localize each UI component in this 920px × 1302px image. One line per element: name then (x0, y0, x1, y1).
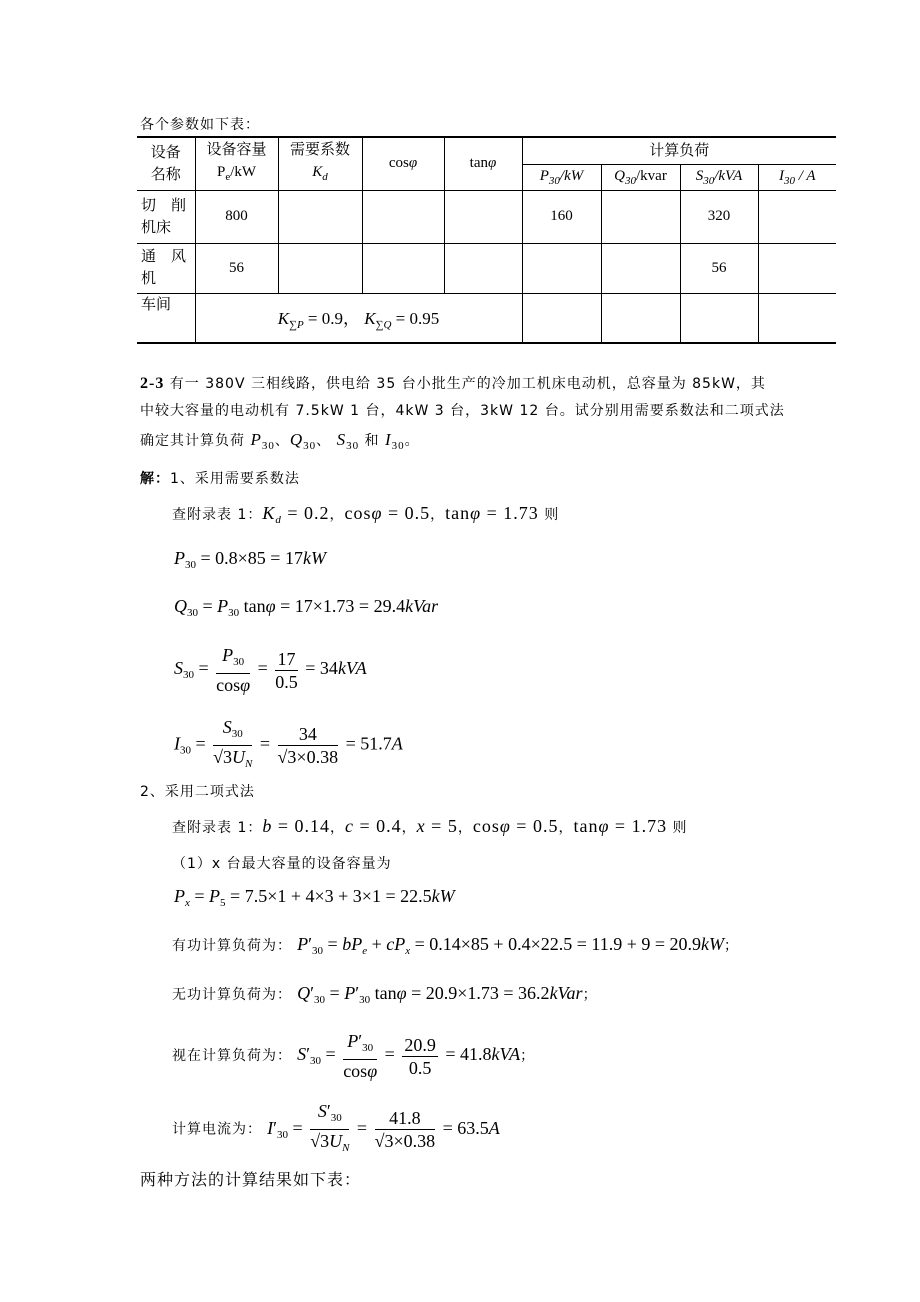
eq-i30: $I_{30}$ = $\frac{S_{30}}{√3U_N}$ = $\frac{34}{√3\times 0.38}$ = 51.7A (174, 717, 403, 770)
table-row (137, 190, 836, 243)
table-row (137, 243, 836, 293)
intro-text: 各个参数如下表： (140, 117, 260, 133)
header-q30: $Q_{30}$/kvar (601, 164, 680, 190)
eq-i30b: 计算电流为： $I'_{30}$ = $\frac{S'_{30}}{√3U_N}$ = $\frac{41.8}{√3\times 0.38}$ = 63.5A (172, 1101, 500, 1154)
header-p30: $P_{30}/kW$ (522, 164, 601, 190)
m2-title: 2、采用二项式法 (140, 784, 255, 800)
eq-q30: $Q_{30} = P_{30}$ tanφ = 17×1.73 = 29.4kVar (174, 596, 439, 619)
eq-s30b: 视在计算负荷为： $S'_{30}$ = $\frac{P'_{30}}{\cos\varphi}$ = $\frac{20.9}{0.5}$ = 41.8kVA； (172, 1031, 536, 1081)
row2-pe: 56 (195, 243, 278, 293)
row3-formula: $K_{\sum P} = 0.9$， $K_{\sum Q} = 0.95$ (195, 293, 522, 343)
solution-heading: 解：1、采用需要系数法 (140, 471, 300, 487)
row2-name: 通 风 机 (137, 243, 195, 293)
m1-lookup: 查附录表 1：$K_d = 0.2$，cosφ = 0.5，tanφ = 1.73 则 (172, 503, 560, 526)
header-cos: cosφ (362, 137, 444, 190)
header-name: 设备 名称 (137, 137, 195, 190)
problem-line1: 2-3 有一 380V 三相线路，供电给 35 台小批生产的冷加工机床电动机，总容量为 85kW，其 (140, 375, 766, 392)
eq-p30b: 有功计算负荷为： $P'_{30} = bP_e + cP_x = 0.14\times 85 + 0.4\times 22.5 = 11.9 + 9 = 20.9kW$； (172, 934, 739, 957)
header-tan: tanφ (444, 137, 522, 190)
parameter-table (137, 136, 836, 344)
eq-p30: $P_{30} = 0.8\times 85 = 17kW$ (174, 548, 326, 571)
header-i30: $I_{30}$ / A (758, 164, 836, 190)
header-capacity: 设备容量 $P_e/kW$ (195, 137, 278, 190)
eq-s30: $S_{30}$ = $\frac{P_{30}}{\cos\varphi}$ = $\frac{17}{0.5}$ = 34kVA (174, 645, 367, 695)
row1-pe: 800 (195, 190, 278, 243)
eq-q30b: 无功计算负荷为： $Q'_{30} = P'_{30}$ tanφ = 20.9×1.73 = 36.2kVar； (172, 983, 598, 1006)
conclusion: 两种方法的计算结果如下表： (140, 1170, 362, 1189)
row3-name: 车间 (137, 293, 195, 343)
header-calc-load: 计算负荷 (522, 137, 836, 164)
problem-line2: 中较大容量的电动机有 7.5kW 1 台，4kW 3 台，3kW 12 台。试分别用需要系数法和二项式法 (140, 403, 785, 419)
row1-p30: 160 (522, 190, 601, 243)
problem-line3: 确定其计算负荷 $P_{30}$、$Q_{30}$、 $S_{30}$ 和 $I_{30}$。 (140, 430, 420, 452)
m2-step1: （1）x 台最大容量的设备容量为 (172, 856, 392, 872)
m2-lookup: 查附录表 1：b = 0.14，c = 0.4，x = 5，cosφ = 0.5，tanφ = 1.73 则 (172, 816, 688, 836)
eq-px: $P_x = P_5 = 7.5\times 1 + 4\times 3 + 3\times 1 = 22.5kW$ (174, 886, 455, 909)
row1-name: 切 削 机床 (137, 190, 195, 243)
header-kd: 需要系数 $K_d$ (278, 137, 362, 190)
table-row (137, 293, 836, 343)
row1-s30: 320 (680, 190, 758, 243)
header-s30: $S_{30}$/kVA (680, 164, 758, 190)
row2-s30: 56 (680, 243, 758, 293)
